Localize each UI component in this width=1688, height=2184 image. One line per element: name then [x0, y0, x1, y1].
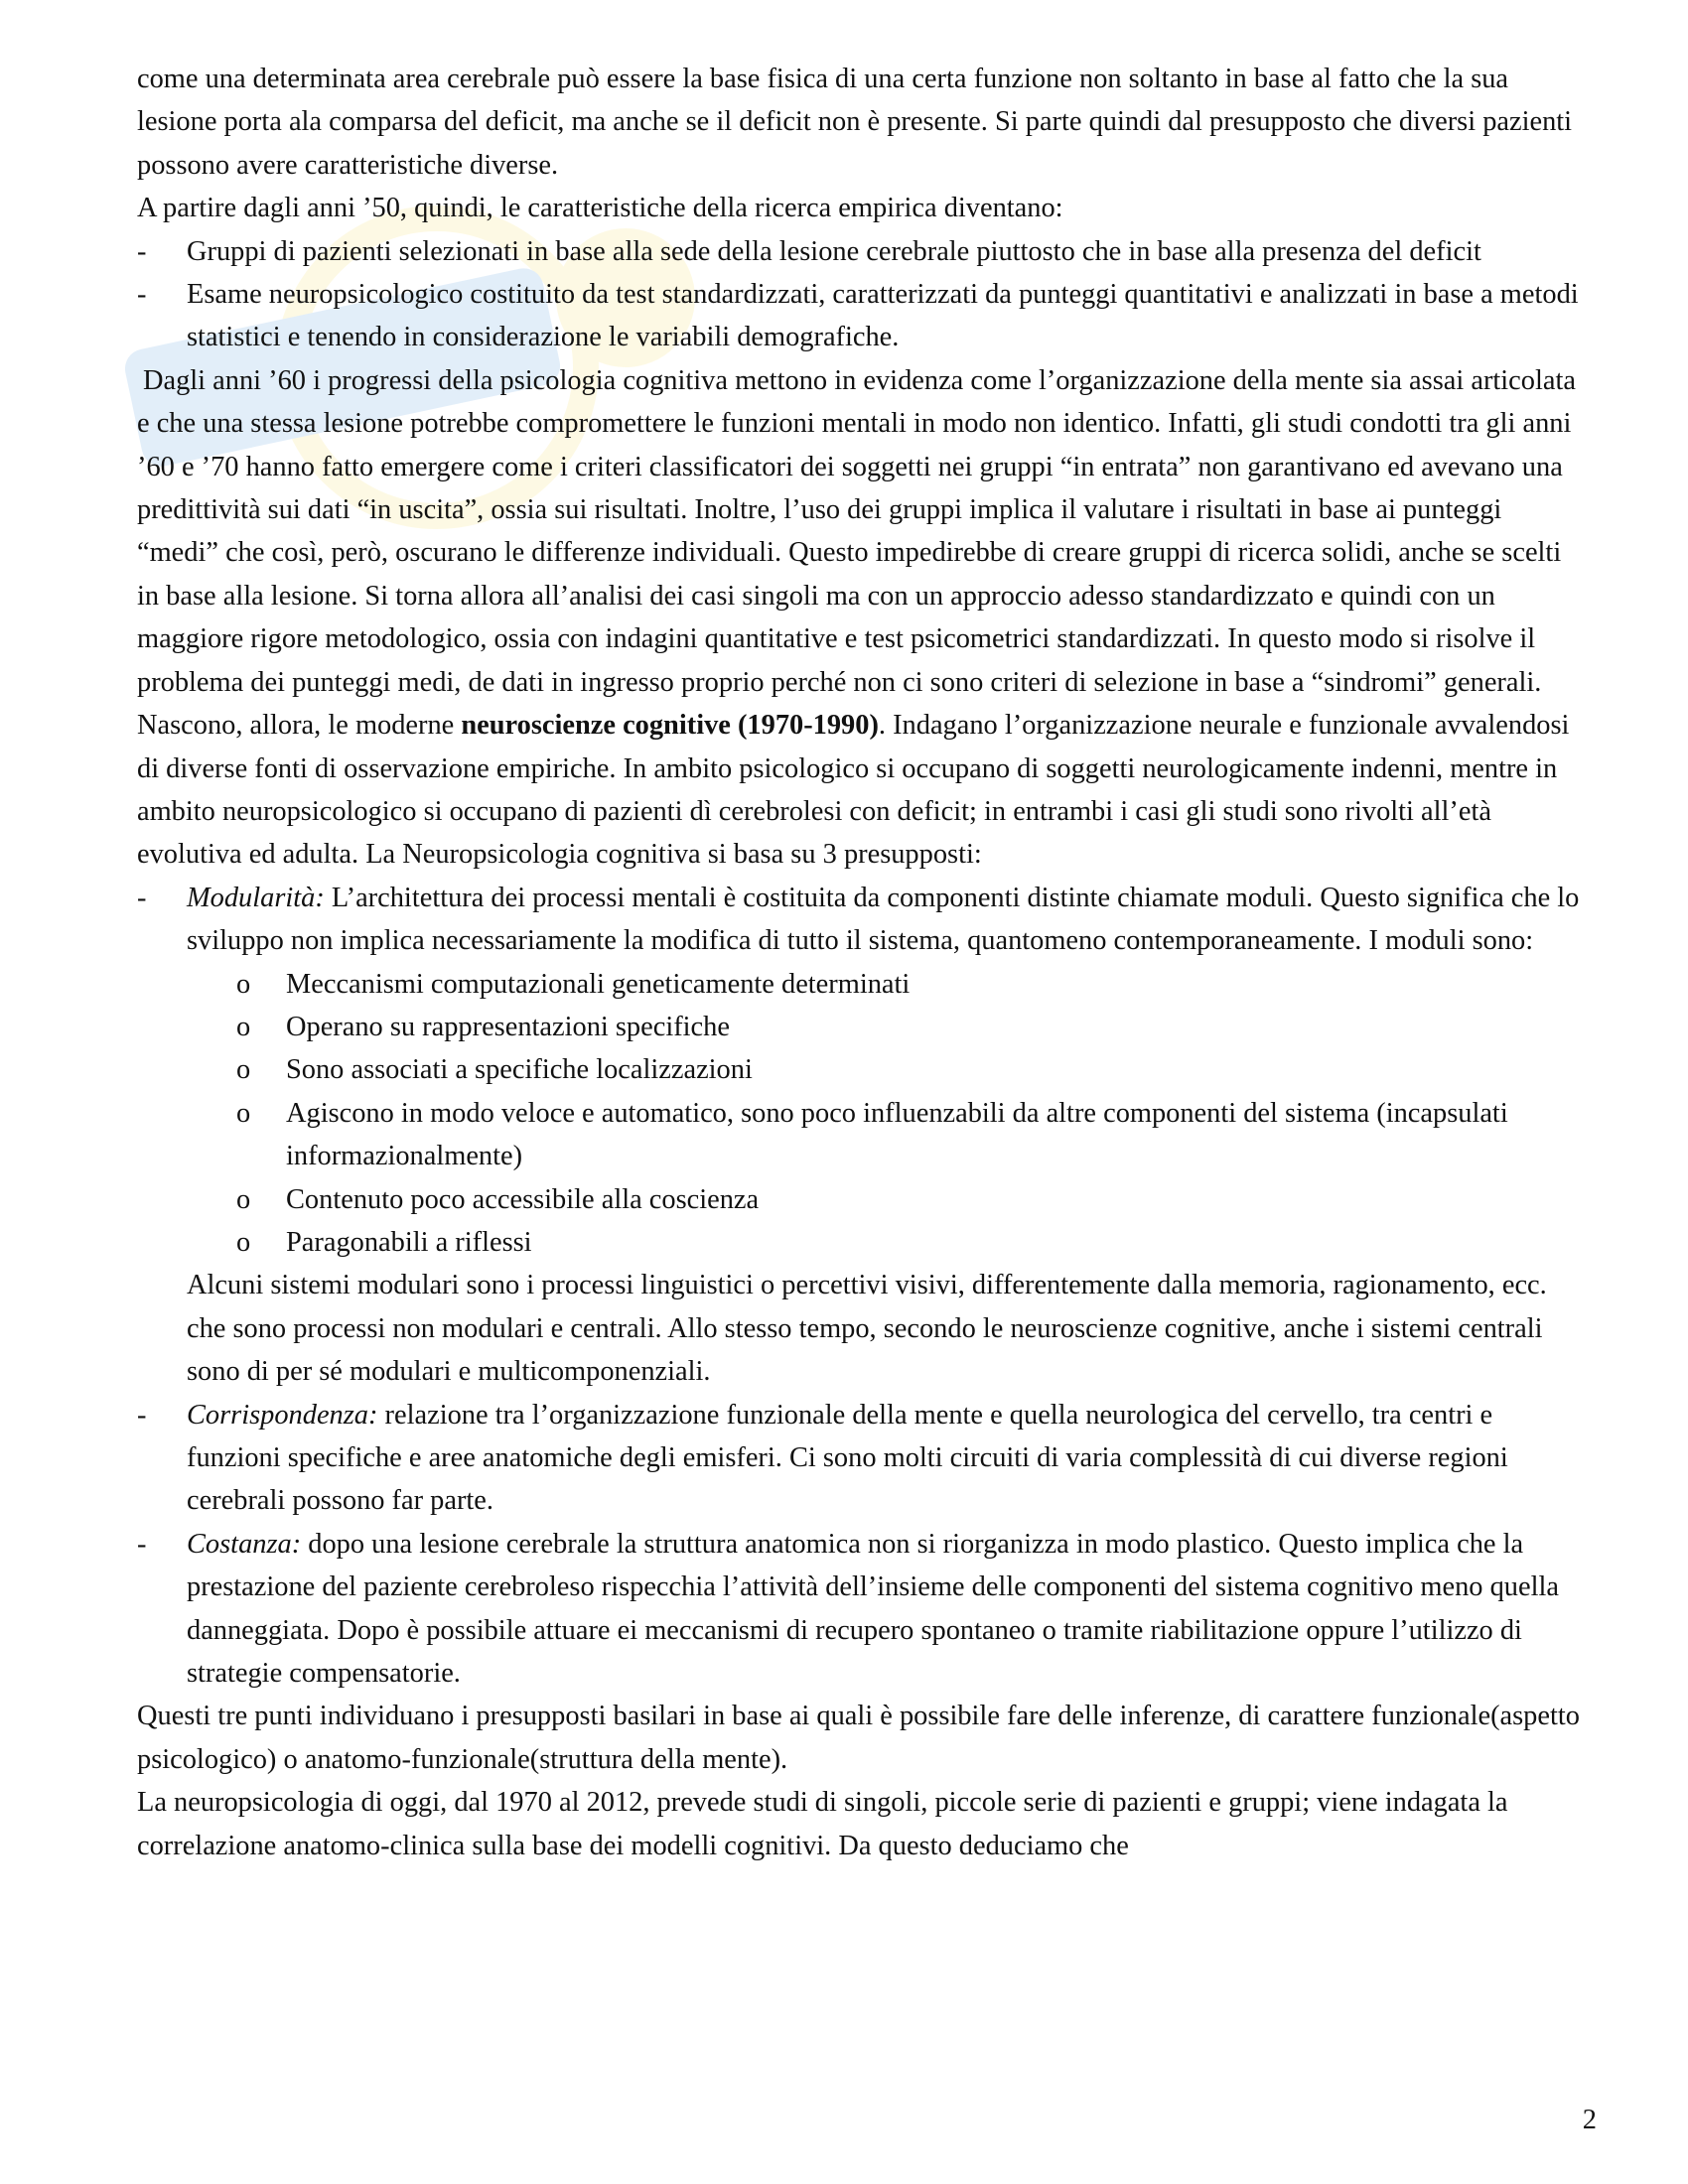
dash-marker: -: [137, 882, 147, 913]
term-modularita: Modularità:: [187, 882, 325, 913]
sub-list-item: [236, 1178, 1589, 1221]
dash-marker: -: [137, 1528, 147, 1560]
list-item-text: dopo una lesione cerebrale la struttura anatomica non si riorganizza in modo plastico. Questo implica che la prestazione del paziente cerebroleso rispecchia l’attività dell’insieme delle componenti del sistema cognitivo meno quella danneggiata. Dopo è possibile attuare ei meccanismi di recupero spontaneo o tramite riabilitazione oppure l’utilizzo di strategie compensatorie.: [187, 1528, 1559, 1690]
bullet-marker: o: [236, 1054, 251, 1086]
bold-term: neuroscienze cognitive (1970-1990): [461, 710, 879, 742]
paragraph-anni-50: A partire dagli anni ’50, quindi, le caratteristiche della ricerca empirica diventano:: [137, 193, 1063, 224]
page-number: 2: [1582, 2105, 1597, 2135]
term-corrispondenza: Corrispondenza:: [187, 1399, 378, 1431]
sub-list-text: Contenuto poco accessibile alla coscienza: [286, 1183, 760, 1215]
dash-marker: -: [137, 235, 147, 267]
bullet-marker: o: [236, 1097, 251, 1129]
list-item: [137, 273, 1589, 359]
sub-list-item: [236, 1006, 1589, 1048]
list-item-text: L’architettura dei processi mentali è costituita da componenti distinte chiamate moduli. Questo significa che lo sviluppo non implica necessariamente la modifica di tutto il sistema, quantomeno contemporaneamente. I moduli sono:: [187, 882, 1580, 957]
sub-list-item: [236, 1092, 1589, 1178]
paragraph-oggi: La neuropsicologia di oggi, dal 1970 al 2012, prevede studi di singoli, piccole serie di pazienti e gruppi; viene indagata la correlazione anatomo-clinica sulla base dei modelli cognitivi. Da questo deduciamo che: [137, 1787, 1508, 1861]
list-item: [137, 230, 1589, 273]
document-page: [137, 58, 1589, 1867]
sub-list-item: [236, 1221, 1589, 1264]
dash-marker: -: [137, 1399, 147, 1431]
sub-list-text: Paragonabili a riflessi: [286, 1226, 532, 1258]
list-item-costanza: [137, 1523, 1589, 1696]
sub-list-text: Meccanismi computazionali geneticamente determinati: [286, 968, 911, 1000]
paragraph-tre-punti: Questi tre punti individuano i presupposti basilari in base ai quali è possibile fare delle inferenze, di carattere funzionale(aspetto psicologico) o anatomo-funzionale(struttura della mente).: [137, 1701, 1580, 1775]
paragraph-sistemi-modulari: Alcuni sistemi modulari sono i processi linguistici o percettivi visivi, differentemente dalla memoria, ragionamento, ecc. che sono processi non modulari e centrali. Allo stesso tempo, secondo le neuroscienze cognitive, anche i sistemi centrali sono di per sé modulari e multicomponenziali.: [187, 1270, 1547, 1388]
paragraph-anni-60: Dagli anni ’60 i progressi della psicologia cognitiva mettono in evidenza come l’organizzazione della mente sia assai articolata e che una stessa lesione potrebbe compromettere le funzioni mentali in modo non identico. Infatti, gli studi condotti tra gli anni ’60 e ’70 hanno fatto emergere come i criteri classificatori dei soggetti nei gruppi “in entrata” non garantivano ed avevano una predittività sui dati “in uscita”, ossia sui risultati. Inoltre, l’uso dei gruppi implica il valutare i risultati in base ai punteggi “medi” che così, però, oscurano le differenze individuali. Questo impedirebbe di creare gruppi di ricerca solidi, anche se scelti in base alla lesione. Si torna allora all’analisi dei casi singoli ma con un approccio adesso standardizzato e quindi con un maggiore rigore metodologico, ossia con indagini quantitative e test psicometrici standardizzati. In questo modo si risolve il problema dei punteggi medi, de dati in ingresso proprio perché non ci sono criteri di selezione in base a “sindromi” generali.: [137, 364, 1576, 698]
sub-list-text: Agiscono in modo veloce e automatico, sono poco influenzabili da altre componenti del sistema (incapsulati informazionalmente): [286, 1097, 1508, 1172]
sub-list-text: Operano su rappresentazioni specifiche: [286, 1011, 730, 1042]
sub-list-item: [236, 1048, 1589, 1091]
bullet-marker: o: [236, 968, 251, 1000]
bullet-marker: o: [236, 1226, 251, 1258]
list-item-text: Esame neuropsicologico costituito da test standardizzati, caratterizzati da punteggi quantitativi e analizzati in base a metodi statistici e tenendo in considerazione le variabili demografiche.: [187, 279, 1579, 353]
paragraph-intro: come una determinata area cerebrale può essere la base fisica di una certa funzione non soltanto in base al fatto che la sua lesione porta ala comparsa del deficit, ma anche se il deficit non è presente. Si parte quindi dal presupposto che diversi pazienti possono avere caratteristiche diverse.: [137, 64, 1573, 181]
bullet-marker: o: [236, 1183, 251, 1215]
moduli-sub-list: [137, 963, 1589, 1265]
paragraph-neuroscienze: [137, 704, 1589, 877]
list-item-corrispondenza: [137, 1394, 1589, 1523]
list-item-text: relazione tra l’organizzazione funzionale della mente e quella neurologica del cervello, tra centri e funzioni specifiche e aree anatomiche degli emisferi. Ci sono molti circuiti di varia complessità di cui diverse regioni cerebrali possono far parte.: [187, 1399, 1508, 1517]
sub-list-item: [236, 963, 1589, 1006]
sub-list-text: Sono associati a specifiche localizzazioni: [286, 1054, 753, 1086]
text-run: Nascono, allora, le moderne: [137, 710, 462, 742]
list-item-modularita: [137, 877, 1589, 963]
text-run: . Indagano l’organizzazione neurale e funzionale avvalendosi di diverse fonti di osservazione empiriche. In ambito psicologico si occupano di soggetti neurologicamente indenni, mentre in ambito neuropsicologico si occupano di pazienti dì cerebrolesi con deficit; in entrambi i casi gli studi sono rivolti all’età evolutiva ed adulta. La Neuropsicologia cognitiva si basa su 3 presupposti:: [137, 710, 1570, 871]
bullet-marker: o: [236, 1011, 251, 1042]
dash-marker: -: [137, 279, 147, 311]
term-costanza: Costanza:: [187, 1528, 302, 1560]
list-item-text: Gruppi di pazienti selezionati in base alla sede della lesione cerebrale piuttosto che in base alla presenza del deficit: [187, 235, 1481, 267]
